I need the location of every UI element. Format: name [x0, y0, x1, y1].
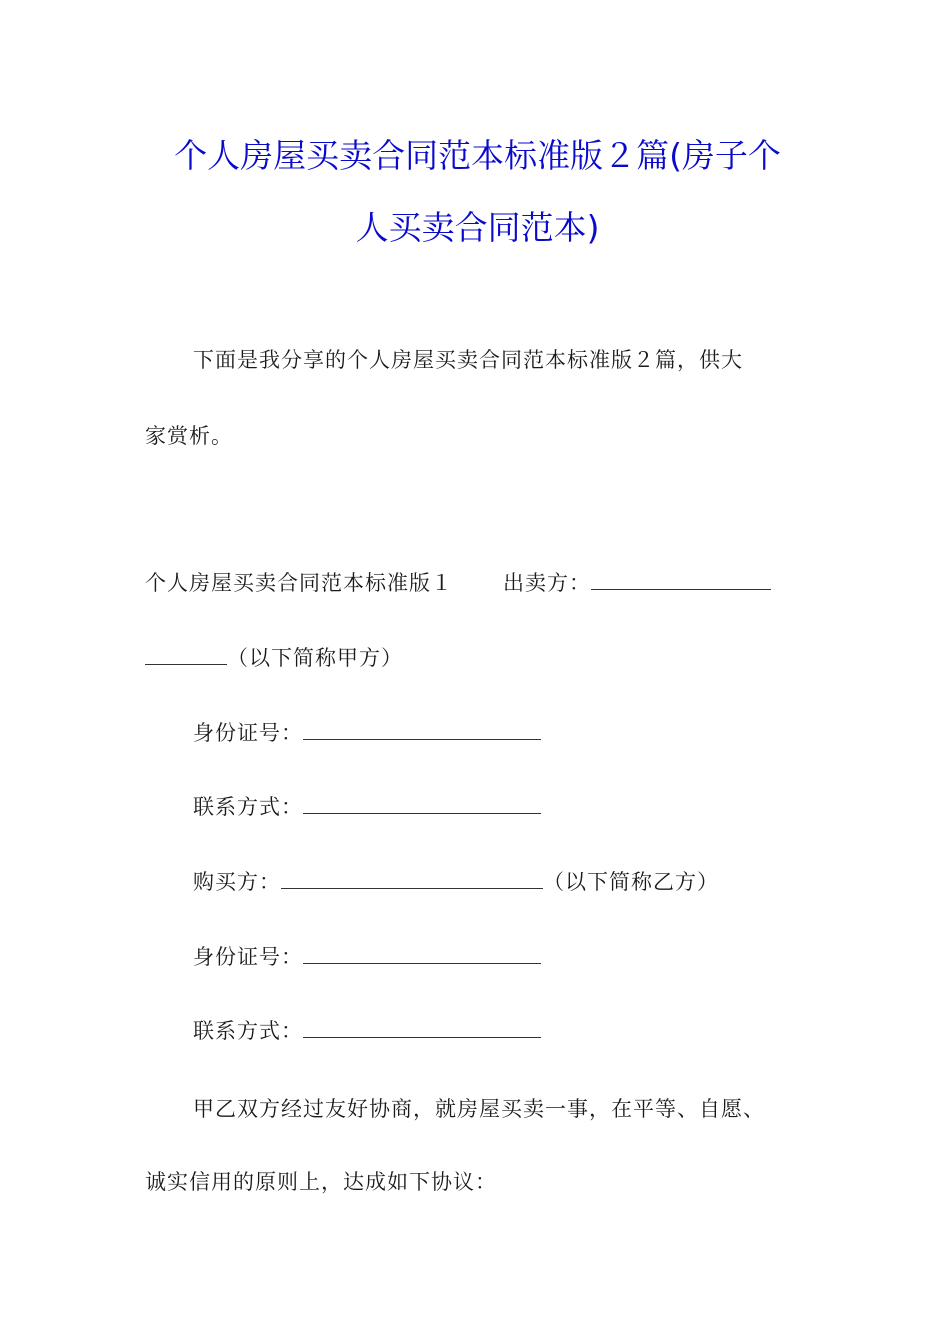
seller-name-blank-continued [145, 644, 227, 665]
buyer-id-row [193, 942, 541, 972]
seller-contact-label: 联系方式： [193, 795, 303, 819]
buyer-suffix: （以下简称乙方） [543, 870, 719, 894]
buyer-row [193, 867, 719, 897]
intro-line-2: 家赏析。 [145, 424, 233, 448]
buyer-id-label: 身份证号： [193, 945, 303, 969]
buyer-contact-label: 联系方式： [193, 1019, 303, 1043]
seller-suffix: （以下简称甲方） [227, 646, 403, 670]
seller-name-row [145, 643, 403, 673]
seller-name-blank [591, 569, 771, 590]
buyer-label: 购买方： [193, 870, 281, 894]
document-title-line-1: 个人房屋买卖合同范本标准版２篇(房子个 [174, 136, 781, 175]
document-title-line-2: 人买卖合同范本) [355, 208, 600, 247]
agreement-line-2: 诚实信用的原则上，达成如下协议： [145, 1170, 497, 1194]
seller-id-label: 身份证号： [193, 721, 303, 745]
contract-heading-row [145, 568, 771, 598]
contract-heading: 个人房屋买卖合同范本标准版１ [145, 571, 453, 595]
buyer-id-blank [303, 943, 541, 964]
seller-contact-blank [303, 793, 541, 814]
seller-label: 出卖方： [503, 571, 591, 595]
buyer-contact-blank [303, 1017, 541, 1038]
seller-id-blank [303, 719, 541, 740]
agreement-line-1: 甲乙双方经过友好协商，就房屋买卖一事，在平等、自愿、 [193, 1097, 765, 1121]
buyer-contact-row [193, 1016, 541, 1046]
buyer-name-blank [281, 868, 543, 889]
intro-line-1: 下面是我分享的个人房屋买卖合同范本标准版２篇，供大 [193, 348, 743, 372]
seller-id-row [193, 718, 541, 748]
seller-contact-row [193, 792, 541, 822]
